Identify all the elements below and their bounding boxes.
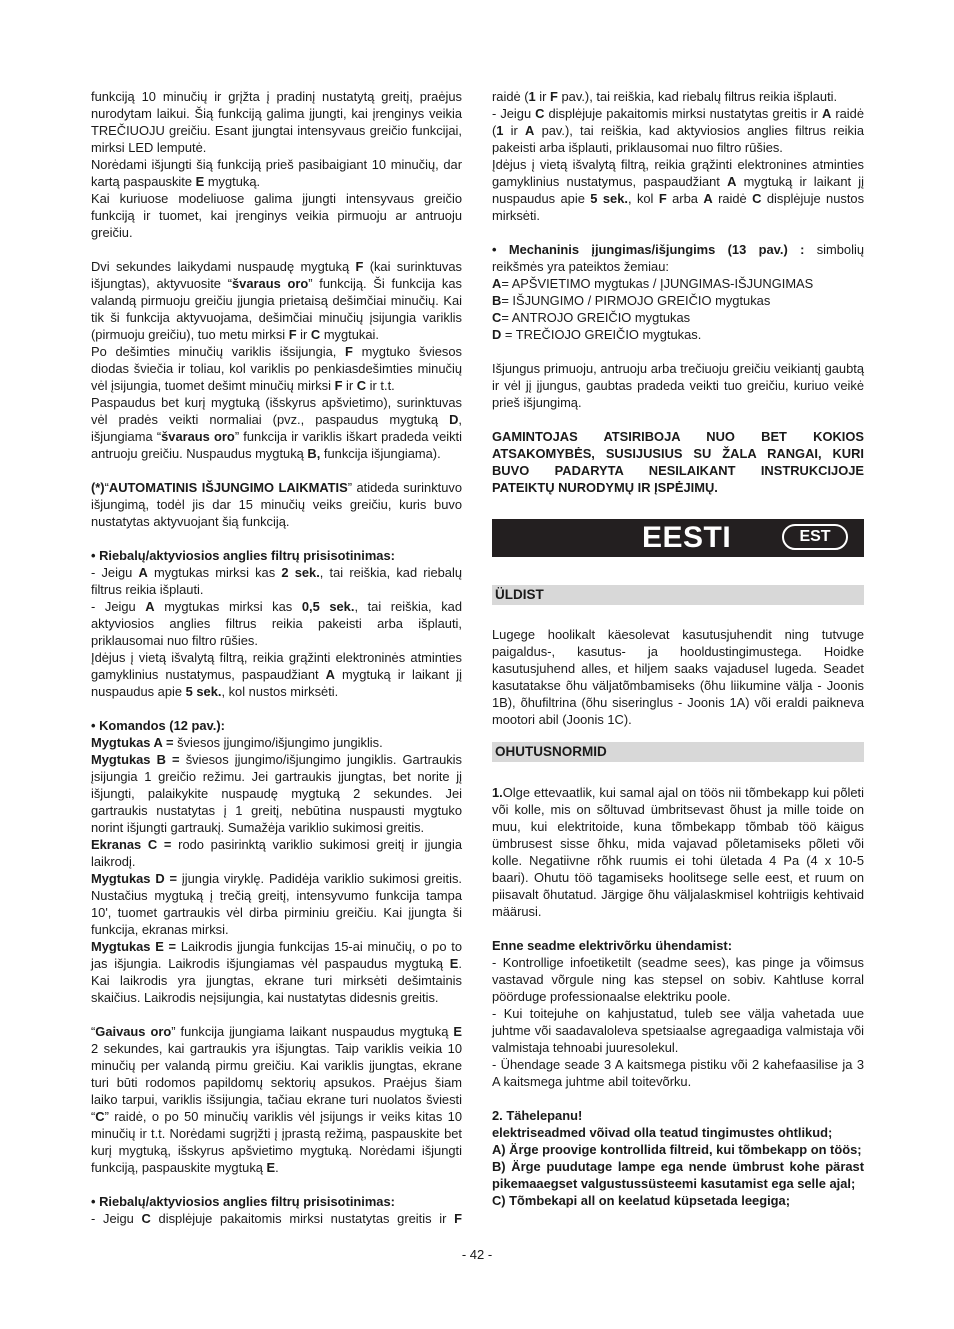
mechanical-a: A= APŠVIETIMO mygtukas / ĮJUNGIMAS-IŠJUNGIMAS <box>492 276 814 291</box>
filters2-heading: • Riebalų/aktyviosios anglies filtrų prisisotinimas: <box>91 1194 395 1209</box>
language-banner <box>492 519 864 557</box>
filters-heading: • Riebalų/aktyviosios anglies filtrų prisisotinimas: <box>91 548 395 563</box>
intro-stop-paragraph: Norėdami išjungti šią funkciją prieš pasibaigiant 10 minučių, dar kartą paspauskite E mygtuką. <box>91 157 462 189</box>
command-button-a: Mygtukas A = šviesos įjungimo/išjungimo jungiklis. <box>91 735 383 750</box>
language-badge: EST <box>782 524 848 550</box>
intro-paragraph: funkciją 10 minučių ir grįžta į pradinį nustatytą greitį, praėjus nurodytam laikui. Šią funkciją galima įjungti, kai įrenginys veikia TREČIUOJU greičiu. Esant įjungtai intensyvaus greičio funkcijai, mirksi LED lemputė. <box>91 89 462 155</box>
fresh-air-paragraph: “Gaivaus oro” funkcija įjungiama laikant nuspaudus mygtuką E 2 sekundes, kai gartraukis yra išjungtas. Taip variklis veikia 10 minučių per valandą pirmu greičiu. Kai variklis įjungtas, ekrane turi būti rodomos papildomų sektorių apsukos. Praėjus šiam laiko tarpui, variklis išsijungia, tačiau ekrane turi nuolatos šviesti “C” raidė, o po 50 minučių variklis vėl įsijungs ir veiks kitas 10 minučių ir t.t. Norėdami sugrįžti į įprastą režimą, paspauskite bet kurį mygtuką, išskyrus apšvietimo mygtuką. Norėdami išjungti funkciją, paspauskite mygtuką E. <box>91 1024 462 1175</box>
command-button-d: Mygtukas D = įjungia viryklę. Padidėja variklio sukimosi greitis. Nustačius mygtuką į trečią greitį, intensyvumo funkcija tampa 10', tuomet gartraukis vėl dirba pirminiu greičiu. Kai įjungta ši funkcija, ekranas mirksi. <box>91 871 462 937</box>
filters2-item: - Jeigu C displėjuje pakaitomis mirksi nustatytas greitis ir F <box>91 1211 462 1226</box>
filters2-grease-cont: raidė (1 ir F pav.), tai reiškia, kad riebalų filtrus reikia išplauti. <box>492 89 838 104</box>
attention-item: C) Tõmbekapi all on keelatud küpsetada leegiga; <box>492 1193 790 1208</box>
resume-paragraph: Išjungus primuoju, antruoju arba trečiuoju greičiu veikiantį gaubtą ir vėl jį įjungus, gaubtas pradeda veikti tuo greičiu, kuriuo veikė prieš išjungimą. <box>492 361 864 410</box>
clean-air-exit-paragraph: Paspaudus bet kurį mygtuką (išskyrus apšvietimo), surinktuvas vėl pradės veikti normaliai (pvz., paspaudus mygtuką D, išjungiama “švaraus oro” funkcija ir variklis iškart pradeda veikti antruoju greičiu. Nuspaudus mygtuką B, funkcija išjungiama). <box>91 395 462 461</box>
filters-grease-item: - Jeigu A mygtukas mirksi kas 2 sek., tai reiškia, kad riebalų filtrus reikia išplauti. <box>91 565 462 597</box>
safety-paragraph-1: 1.Olge ettevaatlik, kui samal ajal on töös nii tõmbekapp kui põleti või kolle, mis on sõltuvad ümbritsevast õhust ja mille toide on muu, kui elektritoide, kuna tõmbekapp tõmbab töö käigus ümbrusest sisse õhku, mida vajavad põletamiseks põleti või kolle. Negatiivne rõhk ruumis ei tohi ületada 4 Pa (4 x 10-5 baari). Ohutu töö tagamiseks hoolitsege selle eest, et ruum on piisavalt õhutatud. Järgige õhu väljalaskmisel kohtriigis kehtivaid määrusi. <box>492 785 864 919</box>
mechanical-paragraph: • Mechaninis įjungimas/išjungims (13 pav.) : simbolių reikšmės yra pateiktos žemiau: <box>492 242 864 274</box>
before-connecting-item: - Kui toitejuhe on kahjustatud, tuleb see välja vahetada uue juhtme või saadavaloleva spetsiaalse agregaadiga valmistaja või valmistaja tehnoabi juuresolekul. <box>492 1006 864 1055</box>
mechanical-b: B= IŠJUNGIMO / PIRMOJO GREIČIO mygtukas <box>492 293 771 308</box>
auto-off-paragraph: (*)“AUTOMATINIS IŠJUNGIMO LAIKMATIS” atideda surinktuvo išjungimą, todėl jis dar 15 minučių veiks greičiu, kuris buvo nustatytas aktyvuojant šią funkciją. <box>91 480 463 529</box>
attention-heading: 2. Tähelepanu! <box>492 1108 583 1123</box>
attention-item: A) Ärge proovige kontrollida filtreid, kui tõmbekapp on töös; <box>492 1142 862 1157</box>
filters2-reset-paragraph: Įdėjus į vietą išvalytą filtrą, reikia grąžinti elektronines atminties gamyklinius nustatymus, paspaudžiant A mygtuką ir laikant jį nuspaudus apie 5 sek., kol F arba A raidė C displėjuje nustos mirksėti. <box>492 157 865 223</box>
attention-item: B) Ärge puudutage lampe ega nende ümbrust kohe pärast pikemaaegset valgustussüsteemi kasutamist ega selle ajal; <box>492 1159 864 1191</box>
before-connecting-item: - Kontrollige infoetiketilt (seadme sees), kas pinge ja võimsus vastavad võrgule ning kas stepsel on sobiv. Kahtluse korral pöörduge professionaalse elektriku poole. <box>492 955 864 1004</box>
command-display-c: Ekranas C = rodo pasirinktą variklio sukimosi greitį ir įjungia laikrodį. <box>91 837 462 869</box>
clean-air-cycle-paragraph: Po dešimties minučių variklis išsijungia, F mygtuko šviesos diodas šviečia ir toliau, kol variklis po penkiasdešimties minučių vėl įsijungia, tuomet dešimt minučių mirksi F ir C ir t.t. <box>91 344 462 393</box>
intro-models-paragraph: Kai kuriuose modeliuose galima įjungti intensyvaus greičio funkciją ir tuomet, kai įrenginys veikia pirmuoju ar antruoju greičiu. <box>91 191 462 240</box>
mechanical-c: C= ANTROJO GREIČIO mygtukas <box>492 310 691 325</box>
attention-item: elektriseadmed võivad olla teatud tingimustes ohtlikud; <box>492 1125 833 1140</box>
language-title: EESTI <box>642 521 732 554</box>
uldist-paragraph: Lugege hoolikalt käesolevat kasutusjuhendit ning tutvuge paigaldus-, kasutus- ja hooldustingimustega. Hoidke kasutusjuhend alles, et hiljem saaks vajadusel lugeda. Seadet kasutatakse õhu väljatõmbamiseks (õhu liikumine välja - Joonis 1B), õhufiltrina (õhu siseringlus - Joonis 1A) või eraldi paikneva mootori abil (Joonis 1C). <box>492 627 864 727</box>
right-column <box>492 88 864 1209</box>
filters2-carbon-item: - Jeigu C displėjuje pakaitomis mirksi nustatytas greitis ir A raidė (1 ir A pav.), tai reiškia, kad aktyviosios anglies filtrus reikia pakeisti arba išplauti, priklausomai nuo filtro rūšies. <box>492 106 864 155</box>
command-button-b: Mygtukas B = šviesos įjungimo/išjungimo jungiklis. Gartraukis įsijungia 1 greičio režimu. Jei gartraukis įjungtas, bet norite jį išjungti, palaikykite nuspaudę mygtuką 2 sekundes. Jei gartraukis nustatytas į 1 greitį, nebūtina nuspausti mygtuko norint išjungti gartraukį. Sumažėja variklio sukimosi greitis. <box>91 752 462 835</box>
mechanical-d: D = TREČIOJO GREIČIO mygtukas. <box>492 327 702 342</box>
commands-heading: • Komandos (12 pav.): <box>91 718 225 733</box>
filters-carbon-item: - Jeigu A mygtukas mirksi kas 0,5 sek., tai reiškia, kad aktyviosios anglies filtrus reikia pakeisti arba išplauti, priklausomai nuo filtro rūšies. <box>91 599 463 648</box>
page-number: - 42 - <box>461 1247 493 1262</box>
section-heading-uldist: ÜLDIST <box>492 585 864 605</box>
command-button-e: Mygtukas E = Laikrodis įjungia funkcijas 15-ai minučių, o po to jas išjungia. Laikrodis išjungiamas vėl paspaudus mygtuką E. Kai laikrodis yra įjungtas, ekrane turi mirksėti dešimtainis skaičius. Laikrodis neįsijungia, kai nustatytas didesnis greitis. <box>91 939 462 1005</box>
filters-reset-paragraph: Įdėjus į vietą išvalytą filtrą, reikia grąžinti elektroninės atminties gamyklinius nustatymus, paspaudžiant A mygtuką ir laikant jį nuspaudus apie 5 sek., kol nustos mirksėti. <box>91 650 462 699</box>
disclaimer: GAMINTOJAS ATSIRIBOJA NUO BET KOKIOS ATSAKOMYBĖS, SUSIJUSIUS SU ŽALA RANGAI, KURI BUVO PADARYTA NESILAIKANT INSTRUKCIJOJE PATEIKTŲ NURODYMŲ IR ĮSPĖJIMŲ. <box>492 429 864 495</box>
before-connecting-item: - Ühendage seade 3 A kaitsmega pistiku või 2 kahefaasilise ja 3 A kaitsmega juhtme abil toitevõrku. <box>492 1057 864 1089</box>
section-heading-ohutusnormid: OHUTUSNORMID <box>492 742 864 762</box>
clean-air-paragraph: Dvi sekundes laikydami nuspaudę mygtuką F (kai surinktuvas išjungtas), aktyvuosite “švaraus oro” funkciją. Ši funkcija kas valandą pirmuoju greičiu įjungia prietaisą dešimčiai minučių. Kai tik ši funkcija aktyvuojama, dešimčiai minučių įsijungia variklis (pirmuoju greičiu), tuo metu mirksi F ir C mygtukai. <box>91 259 462 342</box>
before-connecting-heading: Enne seadme elektrivõrku ühendamist: <box>492 938 732 953</box>
left-column <box>91 88 462 1227</box>
